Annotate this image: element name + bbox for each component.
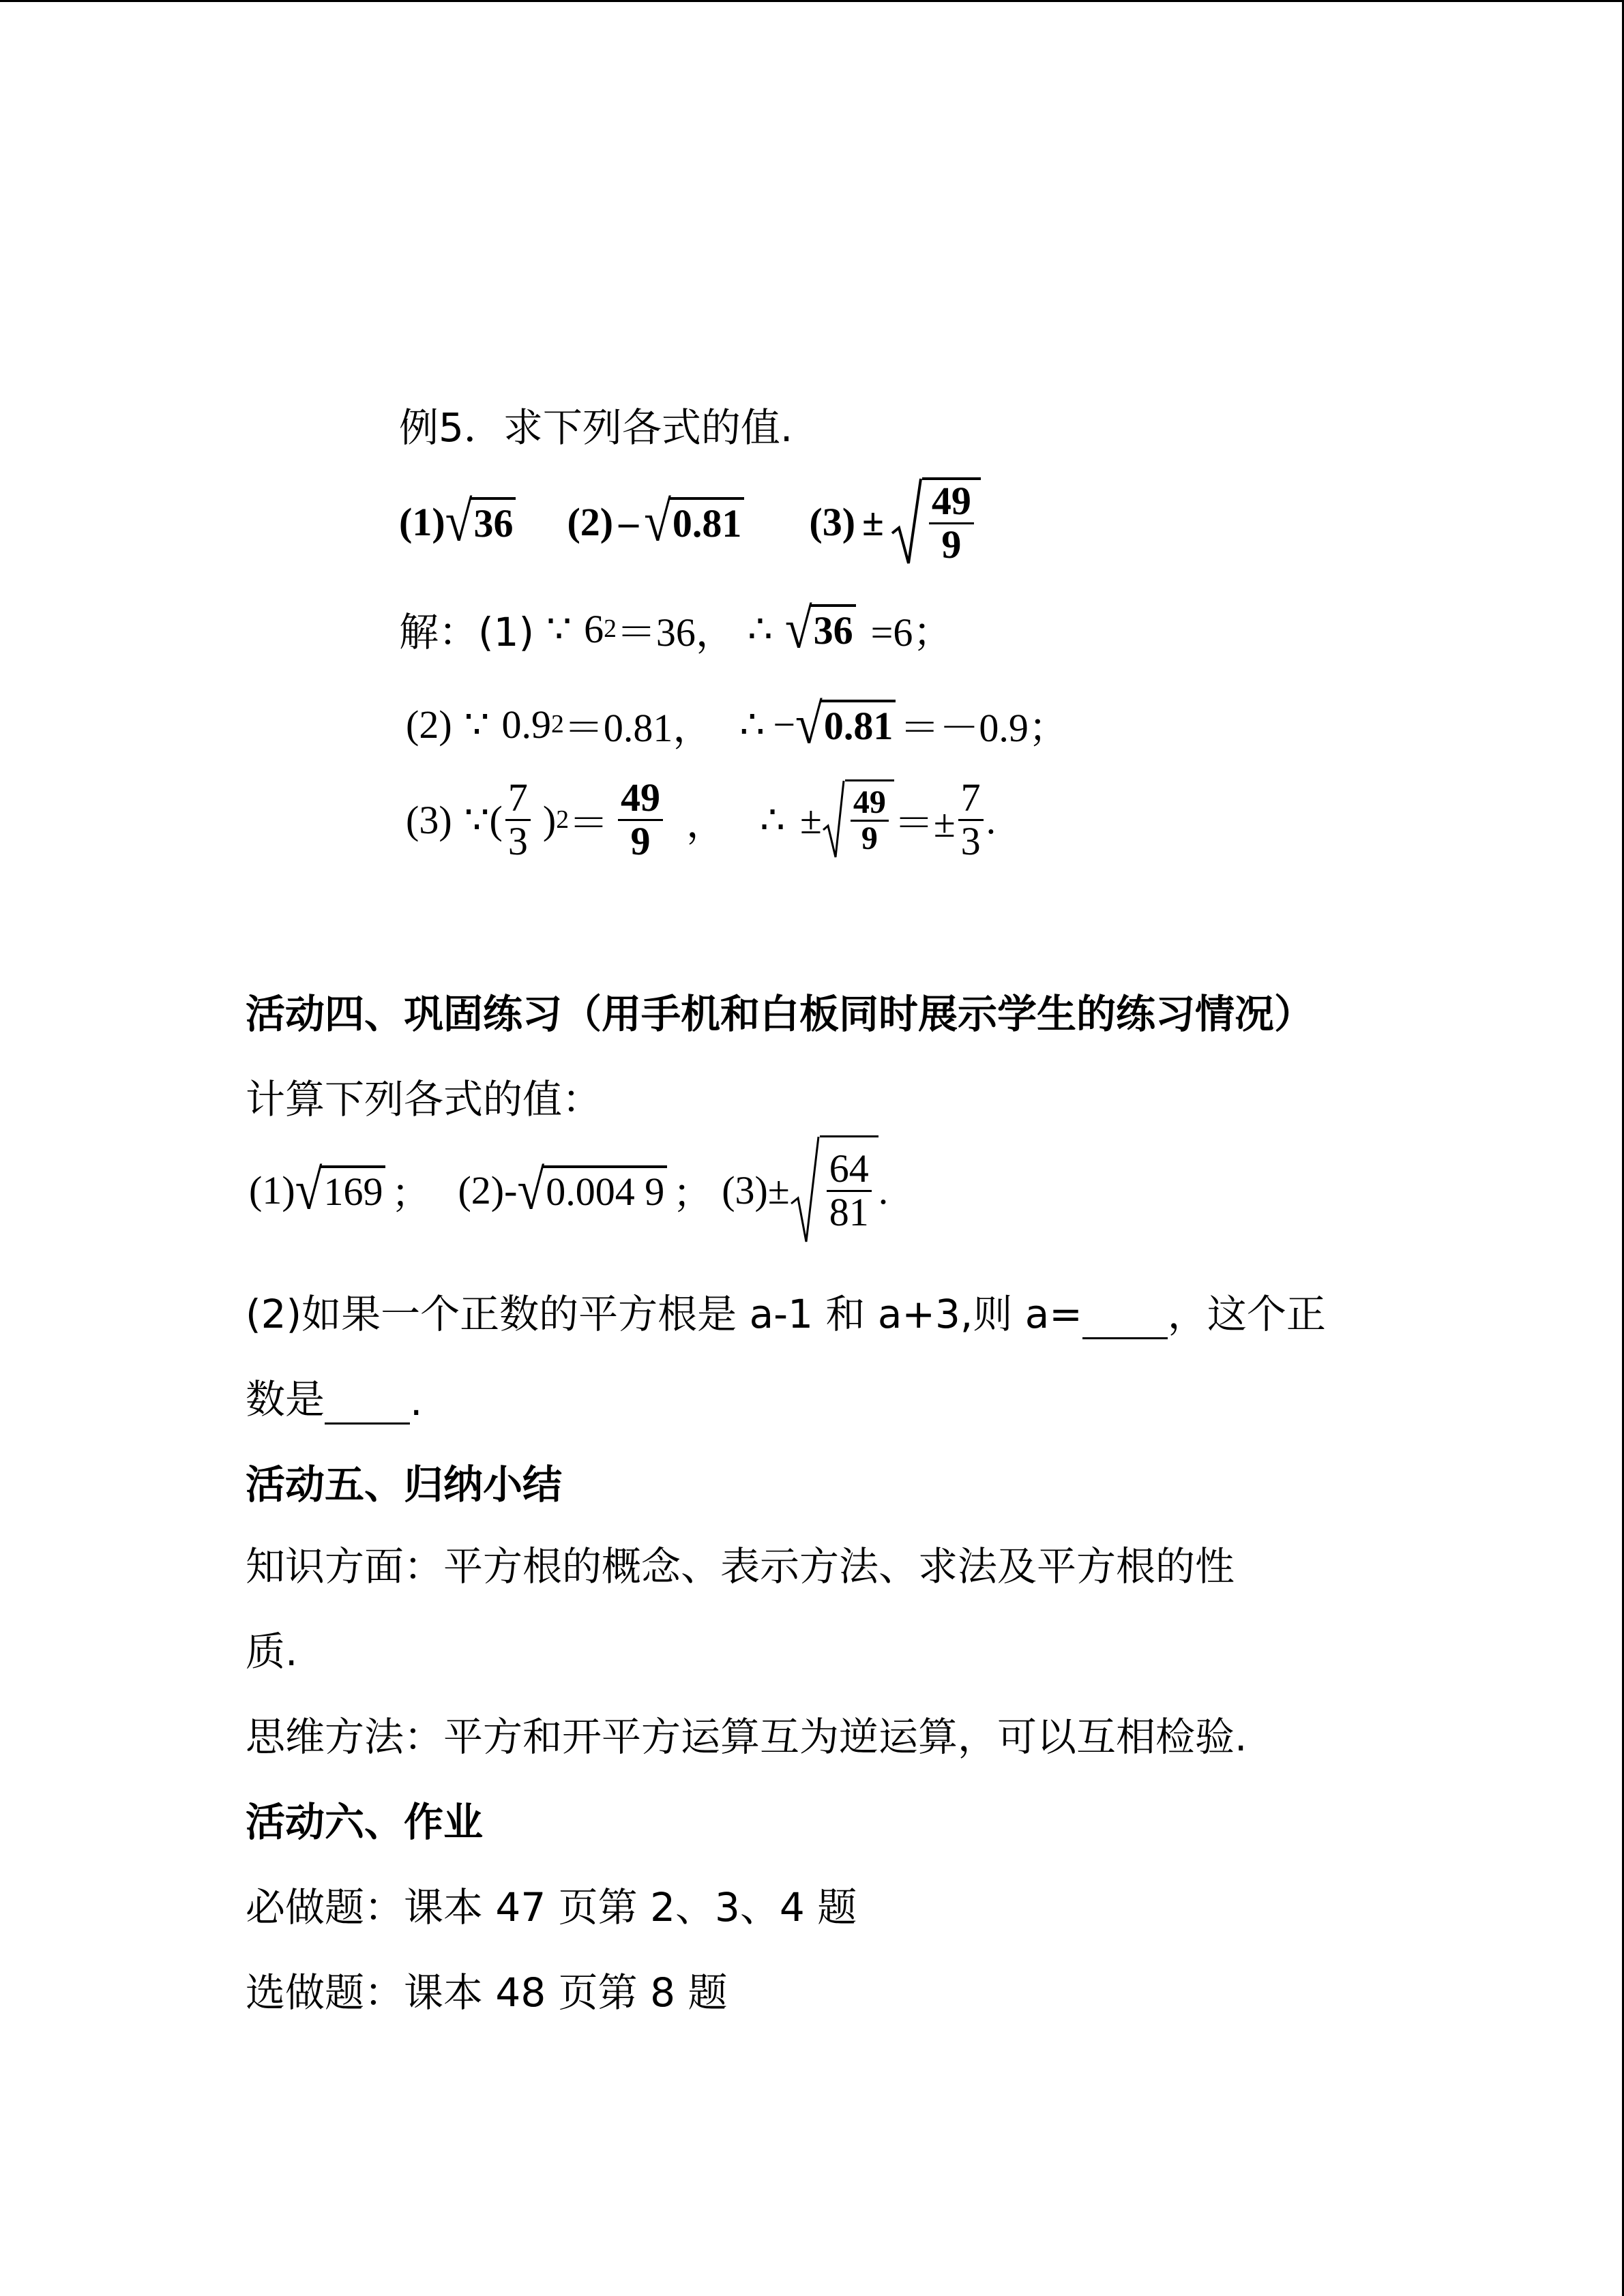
question2-line1 xyxy=(246,1282,1326,1339)
item2-sqrt: √ 0.81 xyxy=(644,497,744,547)
separator: ； xyxy=(673,1172,713,1216)
solution3-fraction xyxy=(505,777,531,863)
page-border-top xyxy=(0,0,1624,2)
item3-sqrt xyxy=(891,477,981,566)
solution3-rhs-fraction xyxy=(618,777,663,863)
therefore-symbol: ∴ xyxy=(739,702,765,747)
practice2-sqrt: √ 0.004 9 xyxy=(517,1165,667,1215)
therefore-symbol: ∴ xyxy=(747,607,773,651)
item3-numerator: 49 xyxy=(929,481,974,524)
solution1-result: =6； xyxy=(870,610,953,655)
rhs-denominator: 9 xyxy=(630,818,651,863)
period: . xyxy=(410,1378,423,1425)
activity5-heading: 活动五、归纳小结 xyxy=(246,1461,563,1508)
question2-text-end: ，这个正 xyxy=(1167,1291,1326,1337)
solution-line-3 xyxy=(406,777,996,863)
because-symbol: ∵( xyxy=(464,798,503,843)
practice1-radicand: 169 xyxy=(321,1165,385,1215)
item1-radicand: 36 xyxy=(471,497,516,547)
practice3-sqrt xyxy=(790,1135,879,1244)
practice3-label: (3)± xyxy=(722,1167,790,1212)
solution2-base: 0.9 xyxy=(501,702,552,747)
period: . xyxy=(878,1167,889,1212)
comma: ， xyxy=(686,801,726,846)
solution1-prefix: 解：(1) xyxy=(399,609,535,655)
because-symbol: ∵ xyxy=(546,607,572,651)
answer-blank-number[interactable] xyxy=(325,1383,410,1425)
period: . xyxy=(986,797,996,842)
solution2-radicand: 0.81 xyxy=(821,700,896,749)
answer-blank-a[interactable] xyxy=(1082,1298,1168,1339)
example-title: 例5．求下列各式的值. xyxy=(399,404,793,451)
solution2-prefix: (2) xyxy=(406,702,452,747)
solution2-sqrt: √ 0.81 xyxy=(795,700,896,749)
activity4-intro: 计算下列各式的值： xyxy=(246,1076,602,1122)
radical-numerator: 49 xyxy=(851,786,889,822)
fraction-numerator: 7 xyxy=(505,777,531,821)
knowledge-line-1: 知识方面：平方根的概念、表示方法、求法及平方根的性 xyxy=(246,1543,1235,1590)
method-line: 思维方法：平方和开平方运算互为逆运算，可以互相检验. xyxy=(246,1714,1247,1760)
question2-text: (2)如果一个正数的平方根是 a-1 和 a+3,则 a= xyxy=(246,1291,1082,1337)
question2-line2 xyxy=(246,1367,422,1425)
practice3-radical-sign xyxy=(790,1135,820,1244)
plus-minus-sign: ± xyxy=(799,797,822,842)
solution1-radicand: 36 xyxy=(811,604,856,654)
item1-label: (1) xyxy=(399,499,445,544)
equals-plus-minus: ＝± xyxy=(894,801,956,846)
solution2-neg-sign: − xyxy=(773,702,796,747)
solution2-exponent: 2 xyxy=(551,710,564,739)
solution3-prefix: (3) xyxy=(406,797,452,842)
activity4-heading: 活动四、巩固练习（用手机和白板同时展示学生的练习情况） xyxy=(246,991,1314,1037)
item3-sign: ± xyxy=(862,499,884,544)
rhs-numerator: 49 xyxy=(618,777,663,821)
therefore-symbol: ∴ xyxy=(760,798,785,843)
equals-sign: ＝ xyxy=(569,801,609,846)
item3-radical-sign xyxy=(891,477,922,566)
radical-denominator: 9 xyxy=(861,820,878,857)
because-symbol: ∵ xyxy=(464,702,490,747)
close-paren: ) xyxy=(542,797,557,842)
activity6-heading: 活动六、作业 xyxy=(246,1799,484,1845)
practice1-label: (1) xyxy=(249,1167,295,1212)
homework-required: 必做题：课本 47 页第 2、3、4 题 xyxy=(246,1884,857,1930)
practice3-denominator: 81 xyxy=(829,1190,869,1234)
item3-label: (3) xyxy=(809,499,856,544)
item2-radicand: 0.81 xyxy=(670,497,745,547)
example-items xyxy=(399,477,981,566)
homework-optional: 选做题：课本 48 页第 8 题 xyxy=(246,1969,728,2016)
practice-problems xyxy=(249,1135,888,1244)
result-numerator: 7 xyxy=(958,777,984,821)
solution1-exponent: 2 xyxy=(604,614,617,643)
solution3-sqrt xyxy=(822,779,894,860)
item3-denominator: 9 xyxy=(941,522,962,567)
solution1-equation: ＝36， xyxy=(616,610,735,655)
knowledge-line-2: 质. xyxy=(246,1628,298,1675)
practice2-label: (2)- xyxy=(458,1167,518,1212)
practice3-numerator: 64 xyxy=(827,1148,872,1192)
item2-sign: – xyxy=(619,499,639,544)
item1-sqrt: √ 36 xyxy=(445,497,516,547)
solution1-sqrt: √ 36 xyxy=(785,604,856,654)
item2-label: (2) xyxy=(567,499,614,544)
solution3-exponent: 2 xyxy=(556,805,570,835)
solution-line-1 xyxy=(399,596,953,660)
solution-line-2 xyxy=(406,691,1068,756)
solution2-result: ＝－0.9； xyxy=(900,706,1068,750)
solution2-equation: ＝0.81， xyxy=(563,706,713,750)
fraction-denominator: 3 xyxy=(507,818,528,863)
practice2-radicand: 0.004 9 xyxy=(543,1165,667,1215)
solution3-radical-sign xyxy=(822,779,845,860)
practice1-sqrt: √ 169 xyxy=(295,1165,386,1215)
question2-text-cont: 数是 xyxy=(246,1376,325,1422)
separator: ； xyxy=(391,1172,431,1216)
solution1-base: 6 xyxy=(584,606,604,651)
solution3-result-fraction xyxy=(958,777,984,863)
result-denominator: 3 xyxy=(960,818,981,863)
